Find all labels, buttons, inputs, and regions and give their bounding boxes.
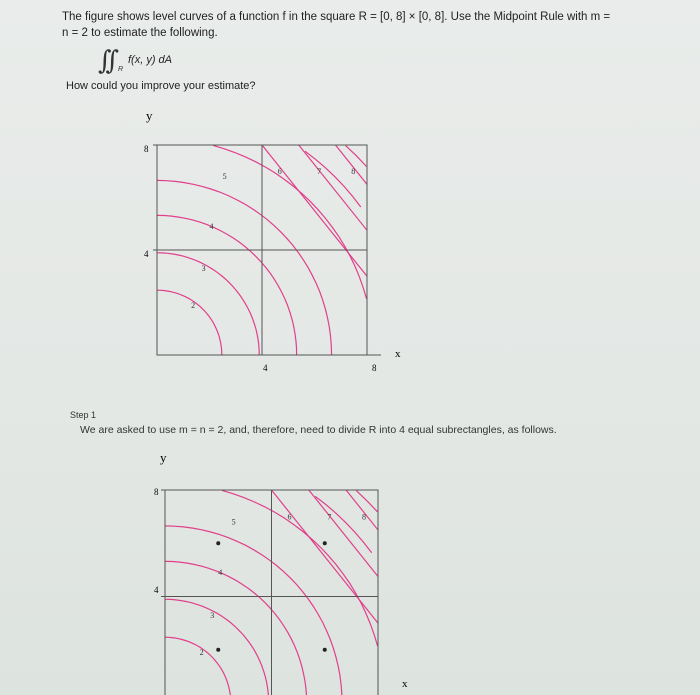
level-curve-8	[356, 491, 377, 512]
curve-label-8: 8	[362, 512, 367, 522]
question-text	[62, 9, 662, 41]
level-curve-extra-1	[299, 145, 367, 230]
midpoint-dot-4	[323, 541, 327, 545]
curve-label-4: 4	[209, 222, 214, 231]
x-axis-label: x	[402, 678, 408, 690]
midpoint-dot-2	[323, 648, 327, 652]
curve-label-4: 4	[218, 568, 223, 578]
level-curve-5	[157, 180, 332, 355]
x-tick-4: 4	[263, 363, 268, 373]
subrectangles-figure	[140, 445, 430, 695]
curve-label-2: 2	[191, 300, 196, 310]
question-line-2: n = 2 to estimate the following.	[62, 27, 218, 39]
level-curve-4	[165, 561, 307, 695]
curve-label-6: 6	[277, 166, 282, 176]
level-curves-figure	[140, 100, 420, 380]
level-curve-5	[165, 526, 342, 695]
y-tick-4: 4	[154, 585, 159, 595]
step-text: We are asked to use m = n = 2, and, therefore, need to divide R into 4 equal subrectangles, as follows.	[80, 424, 557, 436]
improve-prompt: How could you improve your estimate?	[66, 80, 256, 92]
level-curve-3	[165, 599, 269, 695]
x-axis-label: x	[395, 348, 401, 360]
midpoint-dot-3	[216, 541, 220, 545]
integral-region: R	[118, 66, 124, 73]
curve-label-5: 5	[222, 172, 227, 182]
level-curve-6	[222, 490, 378, 646]
curve-label-7: 7	[327, 512, 332, 522]
double-integral-symbol: ∫∫	[98, 46, 114, 76]
level-curve-2	[165, 637, 231, 695]
curve-label-8: 8	[351, 166, 356, 176]
y-tick-8: 8	[154, 487, 159, 497]
curve-label-5: 5	[231, 517, 236, 527]
level-curve-7	[305, 151, 361, 207]
curve-label-3: 3	[210, 610, 215, 620]
curve-label-3: 3	[201, 264, 206, 273]
x-tick-8: 8	[372, 363, 377, 373]
midpoint-dot-1	[216, 648, 220, 652]
step-title: Step 1	[70, 410, 97, 420]
level-curve-6	[213, 145, 366, 298]
level-curve-4	[157, 215, 297, 355]
level-curve-extra-1	[309, 490, 378, 577]
question-line-1: The figure shows level curves of a function f in the square R = [0, 8] × [0, 8]. Use the Midpoint Rule with m =	[62, 11, 611, 23]
y-axis-label: y	[146, 108, 153, 123]
integrand: f(x, y) dA	[128, 54, 173, 66]
curve-label-7: 7	[317, 166, 322, 176]
y-tick-8: 8	[144, 144, 149, 154]
y-axis-label: y	[160, 450, 167, 465]
level-curve-8	[346, 146, 367, 167]
curve-label-2: 2	[199, 648, 204, 658]
y-tick-4: 4	[144, 249, 149, 259]
level-curve-2	[157, 290, 222, 355]
level-curve-3	[157, 253, 259, 355]
curve-label-6: 6	[287, 512, 292, 522]
